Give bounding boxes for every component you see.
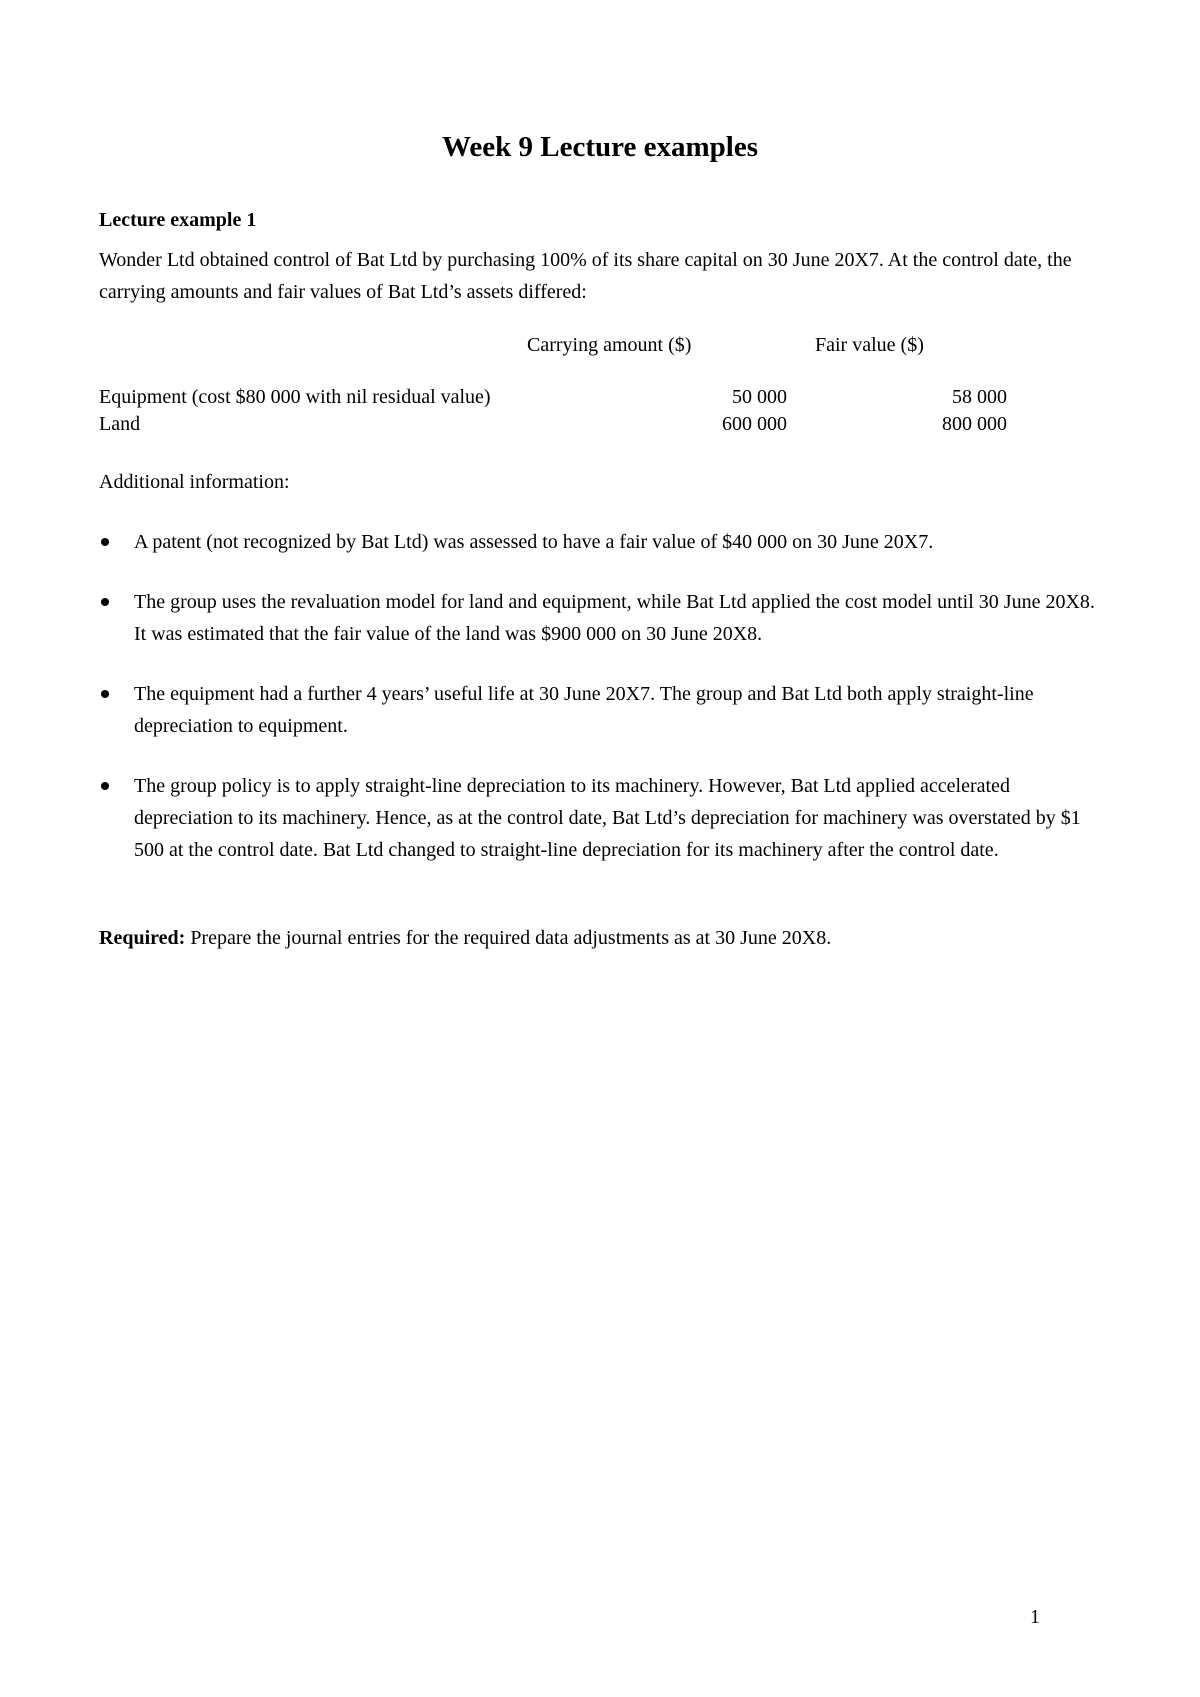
list-item	[99, 586, 1109, 650]
bullet-icon	[101, 538, 109, 546]
intro-paragraph: Wonder Ltd obtained control of Bat Ltd by purchasing 100% of its share capital on 30 June 20X7. At the control date, the carrying amounts and fair values of Bat Ltd’s assets differed:	[99, 249, 1072, 303]
additional-information-list	[99, 526, 1109, 894]
required-instruction	[99, 922, 1109, 954]
bullet-icon	[101, 690, 109, 698]
list-item-text: The equipment had a further 4 years’ useful life at 30 June 20X7. The group and Bat Ltd both apply straight-line depreciation to equipment.	[134, 683, 1034, 737]
list-item	[99, 526, 1109, 558]
bullet-icon	[101, 782, 109, 790]
list-item-text: A patent (not recognized by Bat Ltd) was assessed to have a fair value of $40 000 on 30 June 20X7.	[134, 531, 934, 553]
row-label: Land	[99, 413, 141, 435]
column-header-carrying-amount: Carrying amount ($)	[527, 334, 692, 356]
required-label: Required:	[99, 927, 186, 949]
document-title: Week 9 Lecture examples	[442, 131, 758, 163]
list-item	[99, 678, 1109, 742]
example-heading: Lecture example 1	[99, 209, 257, 231]
page-number: 1	[1030, 1606, 1040, 1628]
column-header-fair-value: Fair value ($)	[815, 334, 924, 356]
table-row-land	[99, 410, 1109, 438]
additional-information-label: Additional information:	[99, 471, 290, 493]
list-item-text: The group policy is to apply straight-line depreciation to its machinery. However, Bat Ltd applied accelerated depreciation to its machinery. Hence, as at the control date, Bat Ltd’s depreciation for machinery was overstated by $1 500 at the control date. Bat Ltd changed to straight-line depreciation for its machinery after the control date.	[134, 775, 1081, 861]
list-item	[99, 770, 1109, 866]
fair-value-value: 800 000	[942, 413, 1007, 435]
bullet-icon	[101, 598, 109, 606]
required-text: Prepare the journal entries for the required data adjustments as at 30 June 20X8.	[185, 927, 832, 949]
fair-value-value: 58 000	[952, 386, 1007, 408]
row-label: Equipment (cost $80 000 with nil residual value)	[99, 386, 491, 408]
list-item-text: The group uses the revaluation model for land and equipment, while Bat Ltd applied the cost model until 30 June 20X8. It was estimated that the fair value of the land was $900 000 on 30 June 20X8.	[134, 591, 1095, 645]
carrying-amount-value: 600 000	[722, 413, 787, 435]
carrying-amount-value: 50 000	[732, 386, 787, 408]
table-row-equipment	[99, 383, 1109, 411]
